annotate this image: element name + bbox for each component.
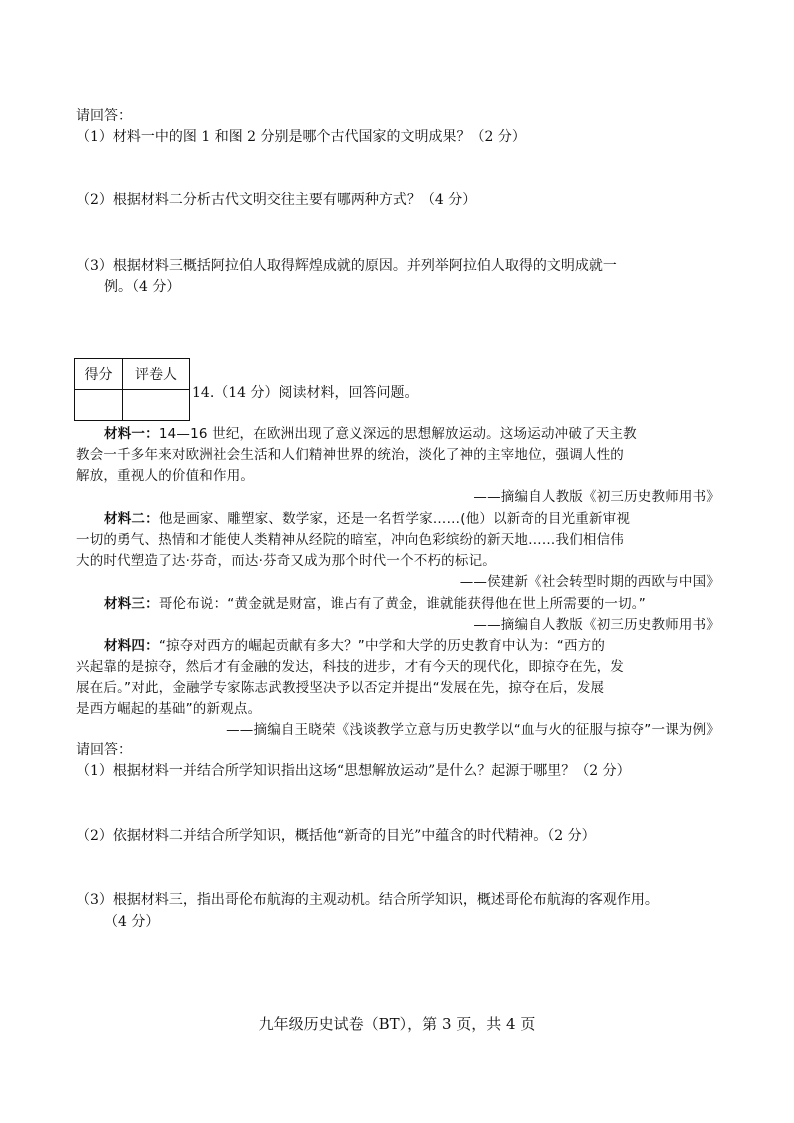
q13-question-3-line2: 例。（4 分） xyxy=(104,279,181,295)
material-2-label: 材料二： xyxy=(104,511,159,527)
q14-title: 14.（14 分）阅读材料，回答问题。 xyxy=(192,385,419,401)
material-4-line3: 展在后。”对此，金融学专家陈志武教授坚决予以否定并提出“发展在先，掠夺在后，发展 xyxy=(76,680,605,696)
material-2-source: ——侯建新《社会转型时期的西欧与中国》 xyxy=(459,574,720,590)
material-4-source: ——摘编自王晓荣《浅谈教学立意与历史教学以“血与火的征服与掠夺”一课为例》 xyxy=(226,722,720,738)
material-1-line1: 材料一：14—16 世纪，在欧洲出现了意义深远的思想解放运动。这场运动冲破了天主教 xyxy=(104,426,637,442)
material-2-line2: 一切的勇气、热情和才能使人类精神从经院的暗室，冲向色彩缤纷的新天地……我们相信伟 xyxy=(76,532,624,548)
q13-question-3-line1: （3）根据材料三概括阿拉伯人取得辉煌成就的原因。并列举阿拉伯人取得的文明成就一 xyxy=(76,258,617,274)
grader-cell[interactable] xyxy=(123,390,190,421)
material-3-source: ——摘编自人教版《初三历史教师用书》 xyxy=(473,617,720,633)
q13-prompt: 请回答： xyxy=(76,108,132,124)
material-1-line2: 教会一千多年来对欧洲社会生活和人们精神世界的统治，淡化了神的主宰地位，强调人性的 xyxy=(76,447,624,463)
q14-question-1: （1）根据材料一并结合所学知识指出这场“思想解放运动”是什么？起源于哪里？（2 分） xyxy=(76,763,631,779)
material-1-source: ——摘编自人教版《初三历史教师用书》 xyxy=(473,489,720,505)
material-3-line1: 材料三：哥伦布说：“黄金就是财富，谁占有了黄金，谁就能获得他在世上所需要的一切。” xyxy=(104,596,646,612)
material-3-label: 材料三： xyxy=(104,596,159,612)
score-header: 得分 xyxy=(75,359,123,390)
q14-prompt: 请回答： xyxy=(76,742,132,758)
material-4-line2: 兴起靠的是掠夺，然后才有金融的发达，科技的进步，才有今天的现代化，即掠夺在先，发 xyxy=(76,659,624,675)
material-4-label: 材料四： xyxy=(104,638,159,654)
score-table xyxy=(74,358,190,421)
q14-question-3-line1: （3）根据材料三，指出哥伦布航海的主观动机。结合所学知识，概述哥伦布航海的客观作用。 xyxy=(76,892,659,908)
q13-question-1: （1）材料一中的图 1 和图 2 分别是哪个古代国家的文明成果？（2 分） xyxy=(76,129,526,145)
material-4-line4: 是西方崛起的基础”的新观点。 xyxy=(76,701,262,717)
grader-header: 评卷人 xyxy=(123,359,190,390)
material-1-line3: 解放，重视人的价值和作用。 xyxy=(76,468,255,484)
material-2-line3: 大的时代塑造了达·芬奇，而达·芬奇又成为那个时代一个不朽的标记。 xyxy=(76,553,496,569)
page-footer: 九年级历史试卷（BT），第 3 页，共 4 页 xyxy=(258,1015,536,1033)
score-cell[interactable] xyxy=(75,390,123,421)
material-4-line1: 材料四：“掠夺对西方的崛起贡献有多大？”中学和大学的历史教育中认为：“西方的 xyxy=(104,638,606,654)
q14-question-2: （2）依据材料二并结合所学知识，概括他“新奇的目光”中蕴含的时代精神。（2 分） xyxy=(76,828,596,844)
material-2-line1: 材料二：他是画家、雕塑家、数学家，还是一名哲学家……(他）以新奇的目光重新审视 xyxy=(104,511,631,527)
material-1-label: 材料一： xyxy=(104,426,159,442)
q14-question-3-line2: （4 分） xyxy=(104,914,160,930)
q13-question-2: （2）根据材料二分析古代文明交往主要有哪两种方式？（4 分） xyxy=(76,192,477,208)
